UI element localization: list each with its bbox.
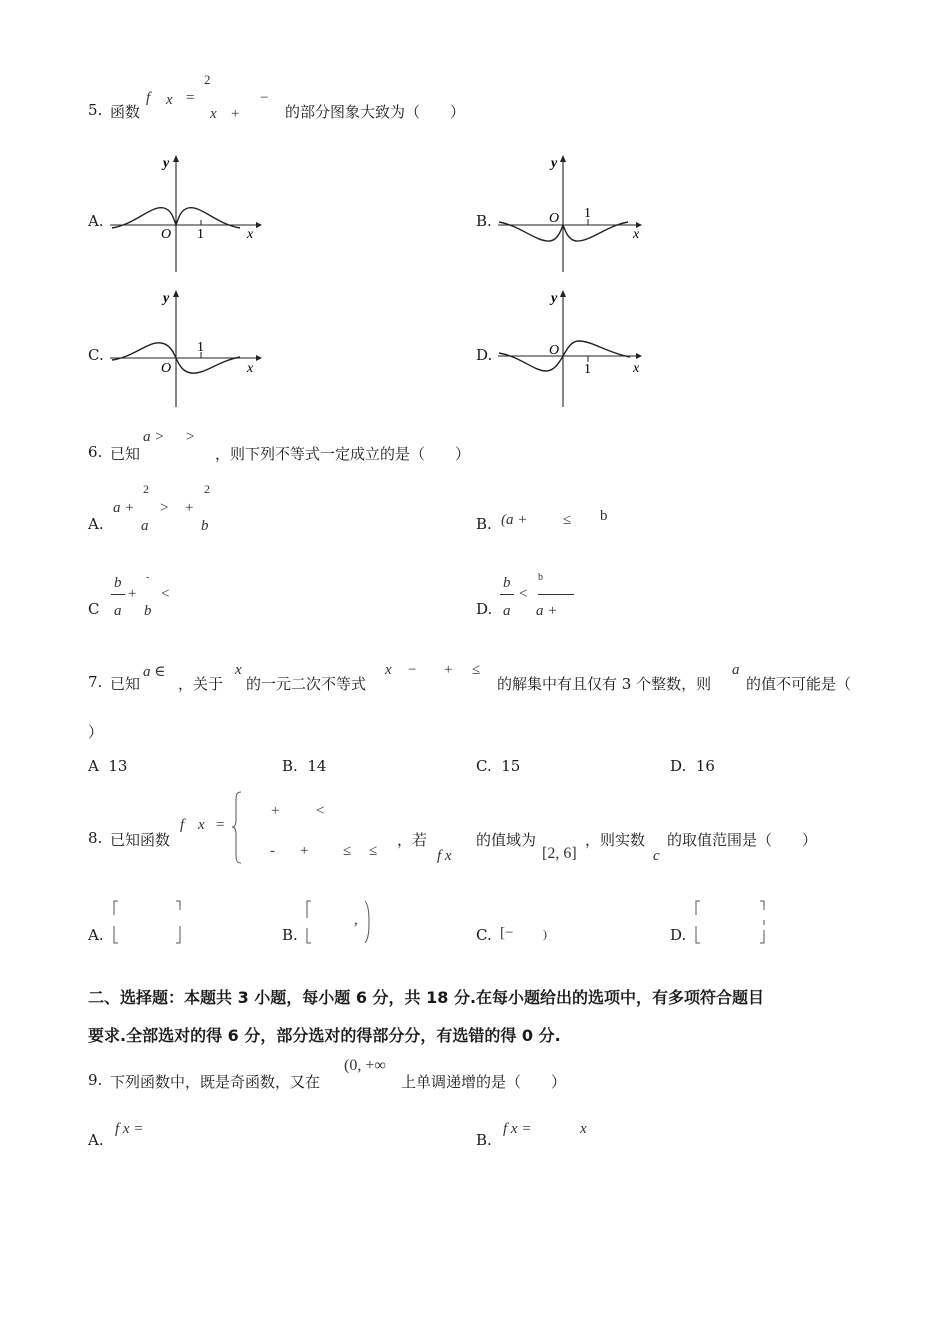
tick-label: 1 [197,227,204,242]
q8-row2-dash: - [270,843,275,859]
q5-option-d-label[interactable]: D. [476,346,493,364]
x-axis-label: x [247,361,254,376]
q6-d-frag: b [538,572,543,583]
q7-option-a[interactable] [88,757,127,775]
q7-option-b-value: 14 [307,757,327,775]
q5-option-c-label[interactable]: C. [88,346,104,364]
q6-d-frac-line2 [538,594,574,595]
q5-option-b-label[interactable]: B. [476,212,492,230]
q6-option-a-label[interactable]: A. [88,515,104,533]
q6-a-rhs-den: b [201,518,209,534]
q8-comma-if: ，若 [397,831,428,849]
x-axis-arrow [256,355,262,361]
q7-option-a-value: 13 [108,757,128,775]
q5-f-label: f [146,90,151,106]
q9-number: 9. [88,1071,103,1089]
q7-prefix: 已知 [110,675,141,693]
q7-option-a-label: A [88,757,99,775]
y-axis-arrow [560,155,566,162]
origin-label: O [161,361,172,376]
q8-option-b-brackets [303,898,378,946]
q6-prefix: 已知 [110,445,141,463]
q8-f: f [180,817,185,833]
q8-prefix: 已知函数 [110,831,171,849]
q9-interval: (0, +∞ [344,1057,386,1074]
q9-option-b-label[interactable]: B. [476,1131,492,1149]
y-axis-label: y [163,291,170,306]
q6-c-b: b [114,575,122,591]
q7-option-c[interactable] [476,757,520,775]
q5-eq: = [186,90,195,106]
q8-range: [2, 6] [542,845,577,862]
q7-number: 7. [88,673,103,691]
q6-cond-a: a > [143,429,165,445]
tick-label: 1 [584,362,591,377]
q7-about: ，关于 [178,675,224,693]
q9-suffix: 上单调递增的是（ ） [401,1073,567,1091]
q9-option-a-label[interactable]: A. [88,1131,104,1149]
q6-b-paren: (a + [501,512,528,528]
q7-mid: 的一元二次不等式 [246,675,367,693]
q6-d-lt: < [519,586,528,602]
q7-ineq-le: ≤ [472,662,481,678]
q6-number: 6. [88,443,103,461]
q5-number: 5. [88,101,103,119]
q9-prefix: 下列函数中，既是奇函数，又在 [110,1073,321,1091]
q8-option-b-comma: , [354,912,358,928]
q8-c: c [653,848,660,864]
q6-c-frag: ‐ [146,572,150,583]
q8-option-c-bracket: [− [500,925,514,941]
y-axis-label: y [551,156,558,171]
q5-suffix: 的部分图象大致为（ ） [285,103,466,121]
q6-a-gt: > [160,500,169,516]
q7-ineq-plus: + [444,662,453,678]
q8-option-c-label[interactable]: C. [476,926,492,944]
q6-c-lt: < [161,586,170,602]
q8-option-a-brackets [110,898,185,946]
q5-graph-c[interactable] [106,285,266,410]
q6-c-plus: + [128,586,137,602]
origin-label: O [161,227,172,242]
q8-fx: f x [437,848,452,864]
q5-num-frag: 2 [204,72,211,87]
q9-option-b-tail: x [580,1121,587,1137]
q7-option-d[interactable] [670,757,715,775]
x-axis-label: x [633,227,640,242]
q5-x-label: x [166,92,173,108]
q7-x: x [235,662,242,678]
q5-prefix: 函数 [110,103,141,121]
q6-d-b: b [503,575,511,591]
q6-a-plus: + [185,500,194,516]
q8-row2-le2: ≤ [369,843,378,859]
y-axis-arrow [173,290,179,297]
q8-brace [230,790,244,865]
q7-a: a [732,662,740,678]
q6-option-d-label[interactable]: D. [476,600,493,618]
q5-graph-a[interactable] [106,150,266,275]
q6-d-den: a + [536,603,558,619]
q8-x: x [198,817,205,833]
q8-row1-plus: + [271,803,280,819]
q8-row2-le1: ≤ [343,843,352,859]
q7-option-d-value: 16 [695,757,715,775]
q6-c-den: b [144,603,152,619]
q8-option-a-label[interactable]: A. [88,926,104,944]
q5-den-plus: + [231,106,240,122]
q7-ineq-x: x [385,662,392,678]
q7-option-c-value: 15 [501,757,521,775]
x-axis-arrow [636,353,642,359]
q7-option-b-label: B. [282,757,298,775]
q7-option-d-label: D. [670,757,687,775]
q8-suffix: 的取值范围是（ ） [667,831,818,849]
q6-b-le: ≤ [563,512,572,528]
y-axis-arrow [173,155,179,162]
q8-option-b-label[interactable]: B. [282,926,298,944]
q6-d-frac-line [500,594,514,595]
q8-option-d-label[interactable]: D. [670,926,687,944]
q6-cond-gt: > [186,429,195,445]
q7-suffix2: 的值不可能是（ [746,675,852,693]
y-axis-label: y [551,291,558,306]
q5-option-a-label[interactable]: A. [88,212,104,230]
y-axis-label: y [163,156,170,171]
section2-line2: 要求.全部选对的得 6 分，部分选对的得部分分，有选错的得 0 分. [88,1026,561,1045]
q6-b-tail: b [600,508,608,524]
q8-row2-plus: + [300,843,309,859]
q8-option-c-close: ) [543,927,547,941]
q8-range-text: 的值域为 [476,831,537,849]
q8-number: 8. [88,829,103,847]
q6-a-lhs-den: a [141,518,149,534]
q7-ineq-minus: − [408,662,417,678]
q6-d-a: a [503,603,511,619]
q7-suffix: 的解集中有且仅有 3 个整数，则 [497,675,712,693]
section2-line1: 二、选择题：本题共 3 小题，每小题 6 分，共 18 分.在每小题给出的选项中，有多项符合题目 [88,988,765,1007]
q6-c-a: a [114,603,122,619]
q7-close: ） [88,723,104,741]
q7-option-c-label: C. [476,757,492,775]
q6-a-sup1: 2 [143,482,149,496]
x-axis-label: x [247,227,254,242]
q9-option-b-expr: f x = [503,1121,532,1137]
q6-option-b-label[interactable]: B. [476,515,492,533]
q8-eq: = [216,817,225,833]
x-axis-arrow [256,222,262,228]
y-axis-arrow [560,290,566,297]
q8-then: ，则实数 [585,831,646,849]
q7-a-in: a ∈ [143,664,166,680]
origin-label: O [549,211,560,226]
tick-label: 1 [197,340,204,355]
q8-option-d-brackets [692,898,772,946]
q5-den-x: x [210,106,217,122]
q6-a-lhs: a + [113,500,135,516]
q6-c-frac-line [111,594,125,595]
tick-label: 1 [584,206,591,221]
q6-a-sup2: 2 [204,482,210,496]
q8-row1-lt: < [316,803,325,819]
q6-option-c-label[interactable]: C [88,600,100,618]
x-axis-label: x [633,361,640,376]
q5-graph-b[interactable] [496,150,656,275]
q5-minus: − [260,90,269,106]
q7-option-b[interactable] [282,757,326,775]
q5-graph-d[interactable] [496,285,656,410]
q9-option-a-expr: f x = [115,1121,144,1137]
origin-label: O [549,343,560,358]
q6-suffix: ，则下列不等式一定成立的是（ ） [215,445,471,463]
